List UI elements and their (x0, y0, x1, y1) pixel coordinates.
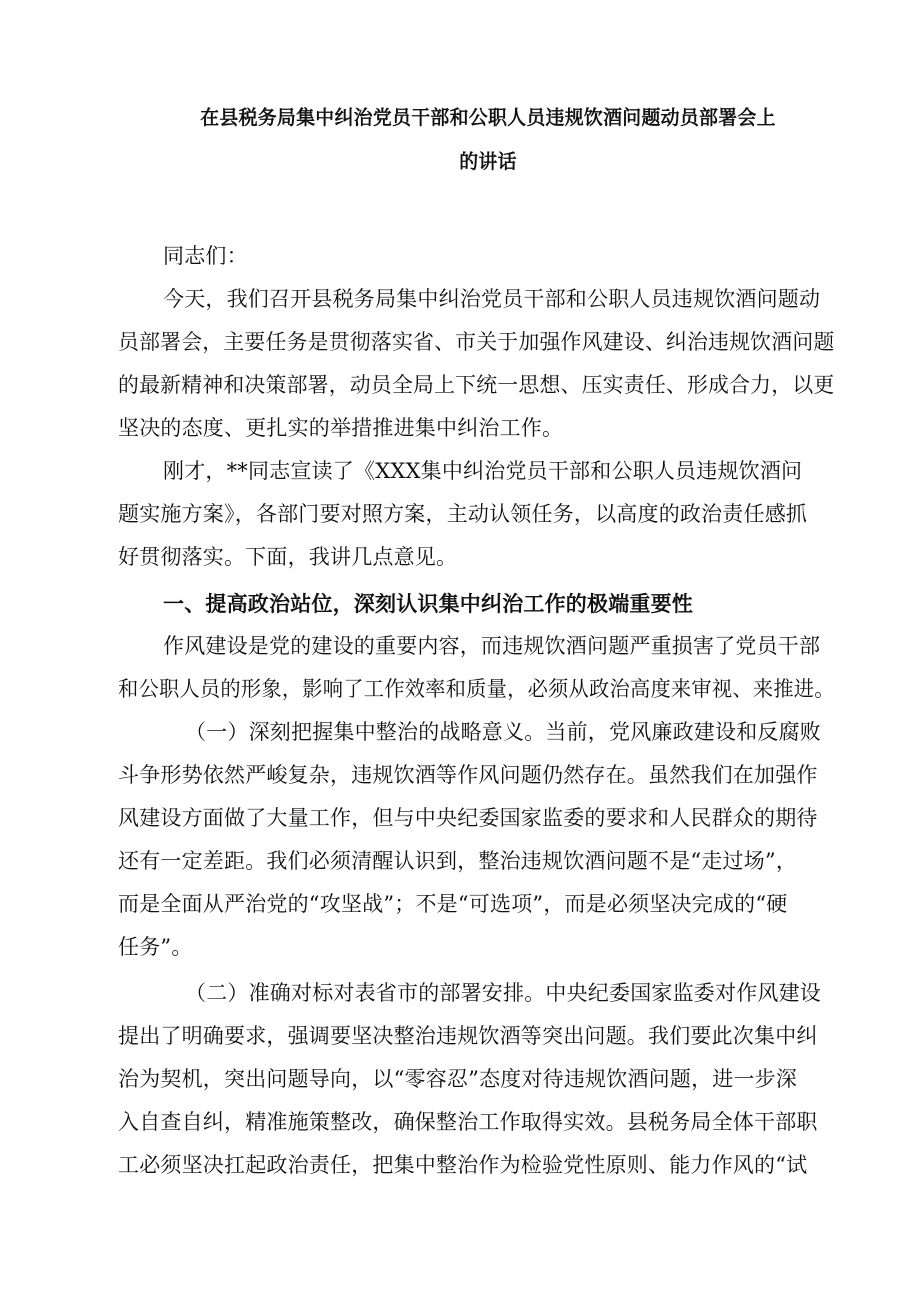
paragraph-line: 治为契机，突出问题导向，以“零容忍”态度对待违规饮酒问题，进一步深 (118, 1067, 798, 1091)
section-heading-1: 一、提高政治站位，深刻认识集中纠治工作的极端重要性 (163, 591, 693, 616)
paragraph-line: 工必须坚决扛起政治责任，把集中整治作为检验党性原则、能力作风的“试 (118, 1153, 808, 1177)
paragraph-line: 的最新精神和决策部署，动员全局上下统一思想、压实责任、形成合力，以更 (118, 373, 835, 397)
paragraph-line: 刚才，**同志宣读了《XXX集中纠治党员干部和公职人员违规饮酒问 (163, 459, 803, 483)
paragraph-line: 坚决的态度、更扎实的举措推进集中纠治工作。 (118, 416, 564, 440)
paragraph-line: 还有一定差距。我们必须清醒认识到，整治违规饮酒问题不是“走过场”， (118, 849, 798, 873)
paragraph-line: 题实施方案》，各部门要对照方案，主动认领任务，以高度的政治责任感抓 (118, 502, 808, 526)
paragraph-line: 风建设方面做了大量工作，但与中央纪委国家监委的要求和人民群众的期待 (118, 806, 818, 830)
paragraph-line: 斗争形势依然严峻复杂，违规饮酒等作风问题仍然存在。虽然我们在加强作 (118, 763, 818, 787)
paragraph-line: 好贯彻落实。下面，我讲几点意见。 (118, 545, 458, 569)
paragraph-line: 和公职人员的形象，影响了工作效率和质量，必须从政治高度来审视、来推进。 (118, 677, 835, 701)
paragraph-line: 入自查自纠，精准施策整改，确保整治工作取得实效。县税务局全体干部职 (118, 1110, 818, 1134)
paragraph-line: 今天，我们召开县税务局集中纠治党员干部和公职人员违规饮酒问题动 (163, 287, 821, 311)
title-line-2: 的讲话 (459, 150, 517, 173)
title-line-1: 在县税务局集中纠治党员干部和公职人员违规饮酒问题动员部署会上 (200, 106, 776, 129)
paragraph-line: 员部署会，主要任务是贯彻落实省、市关于加强作风建设、纠治违规饮酒问题 (118, 330, 835, 354)
paragraph-line: （一）深刻把握集中整治的战略意义。当前，党风廉政建设和反腐败 (185, 720, 821, 744)
paragraph-line: 任务”。 (118, 935, 193, 959)
paragraph-line: 提出了明确要求，强调要坚决整治违规饮酒等突出问题。我们要此次集中纠 (118, 1024, 818, 1048)
paragraph-line: 作风建设是党的建设的重要内容，而违规饮酒问题严重损害了党员干部 (163, 634, 821, 658)
paragraph-line: （二）准确对标对表省市的部署安排。中央纪委国家监委对作风建设 (185, 981, 821, 1005)
salutation: 同志们： (163, 244, 248, 268)
paragraph-line: 而是全面从严治党的“攻坚战”；不是“可选项”，而是必须坚决完成的“硬 (118, 892, 788, 916)
